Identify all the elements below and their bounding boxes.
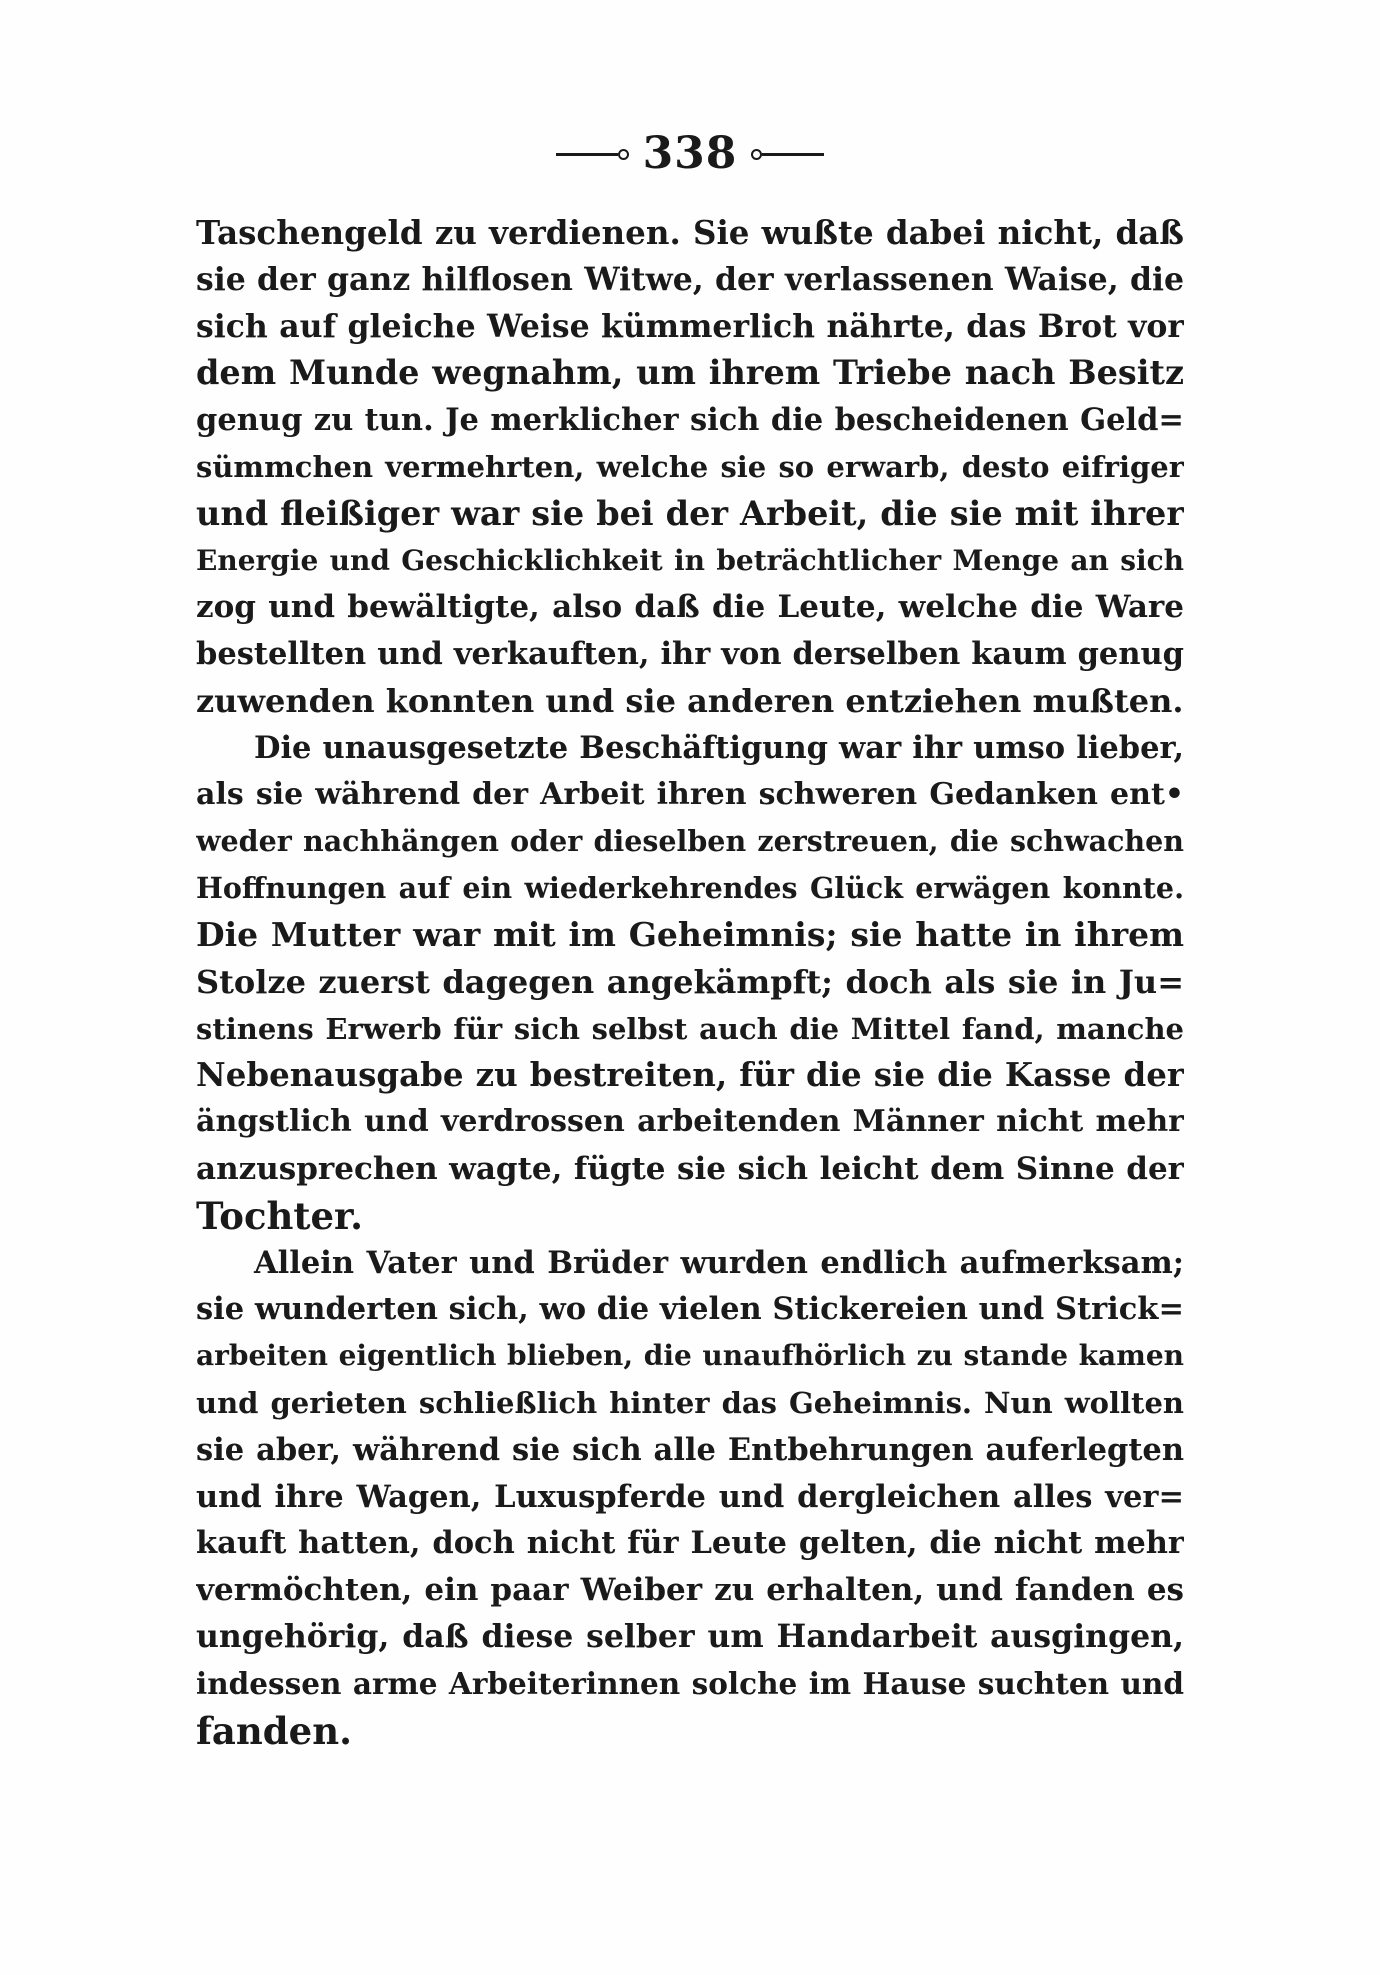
text-line: kauft hatten, doch nicht für Leute gelten, die nicht mehr	[196, 1525, 1184, 1562]
text-line: stinens Erwerb für sich selbst auch die Mittel fand, manche	[196, 1011, 1184, 1046]
paragraph	[196, 725, 1184, 1240]
text-line: dem Munde wegnahm, um ihrem Triebe nach Besitz	[196, 353, 1184, 393]
text-line: und gerieten schließlich hinter das Geheimnis. Nun wollten	[196, 1385, 1184, 1420]
text-line: Die Mutter war mit im Geheimnis; sie hatte in ihrem	[196, 914, 1184, 954]
text-line: Die unausgesetzte Beschäftigung war ihr umso lieber,	[254, 729, 1184, 766]
text-line: Allein Vater und Brüder wurden endlich aufmerksam;	[254, 1244, 1184, 1281]
text-line: anzusprechen wagte, fügte sie sich leicht dem Sinne der	[196, 1150, 1184, 1187]
text-line: Hoffnungen auf ein wiederkehrendes Glück erwägen konnte.	[196, 871, 1184, 906]
text-line: Stolze zuerst dagegen angekämpft; doch als sie in Ju=	[196, 962, 1184, 1001]
text-line: ungehörig, daß diese selber um Handarbeit ausgingen,	[196, 1617, 1184, 1655]
text-line: sümmchen vermehrten, welche sie so erwarb, desto eifriger	[196, 449, 1184, 484]
text-line: Tochter.	[196, 1193, 364, 1238]
text-line: ängstlich und verdrossen arbeitenden Männer nicht mehr	[196, 1104, 1184, 1140]
text-line: sich auf gleiche Weise kümmerlich nährte, das Brot vor	[196, 307, 1184, 345]
text-line: Taschengeld zu verdienen. Sie wußte dabei nicht, daß	[196, 213, 1184, 252]
text-line: Energie und Geschicklichkeit in beträchtlicher Menge an sich	[196, 543, 1184, 577]
text-line: als sie während der Arbeit ihren schweren Gedanken ent•	[196, 776, 1184, 812]
text-line: fanden.	[196, 1708, 352, 1753]
text-line: bestellten und verkauften, ihr von derselben kaum genug	[196, 636, 1184, 673]
body-text	[196, 210, 1184, 1754]
text-line: zuwenden konnten und sie anderen entziehen mußten.	[196, 681, 1184, 720]
text-line: und ihre Wagen, Luxuspferde und dergleichen alles ver=	[196, 1478, 1184, 1515]
page-header	[0, 128, 1380, 179]
left-ornament	[556, 149, 629, 160]
paragraph	[196, 210, 1184, 725]
text-line: Nebenausgabe zu bestreiten, für die sie die Kasse der	[196, 1055, 1184, 1095]
text-line: und fleißiger war sie bei der Arbeit, die sie mit ihrer	[196, 493, 1184, 533]
text-line: sie aber, während sie sich alle Entbehrungen auferlegten	[196, 1431, 1184, 1468]
text-line: arbeiten eigentlich blieben, die unaufhörlich zu stande kamen	[196, 1339, 1184, 1373]
text-line: sie der ganz hilflosen Witwe, der verlassenen Waise, die	[196, 260, 1184, 298]
text-line: zog und bewältigte, also daß die Leute, welche die Ware	[196, 589, 1184, 626]
text-line: weder nachhängen oder dieselben zerstreuen, die schwachen	[196, 824, 1184, 859]
text-line: indessen arme Arbeiterinnen solche im Hause suchten und	[196, 1665, 1184, 1701]
right-ornament	[751, 149, 824, 160]
text-line: vermöchten, ein paar Weiber zu erhalten, und fanden es	[196, 1572, 1184, 1609]
paragraph	[196, 1240, 1184, 1755]
page-number: 338	[642, 128, 738, 179]
text-line: sie wunderten sich, wo die vielen Stickereien und Strick=	[196, 1291, 1184, 1328]
text-line: genug zu tun. Je merklicher sich die bescheidenen Geld=	[196, 402, 1184, 439]
